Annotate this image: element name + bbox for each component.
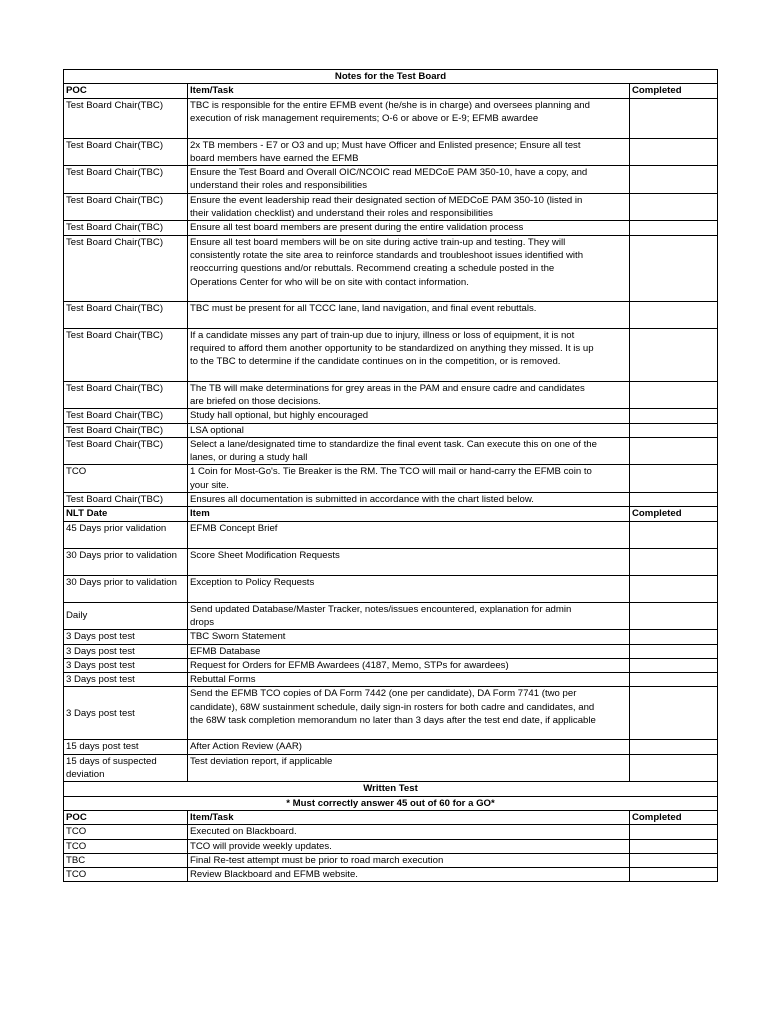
completed-cell[interactable] bbox=[630, 301, 718, 328]
section-title-row bbox=[64, 782, 718, 796]
task-cell bbox=[188, 630, 630, 644]
completed-cell[interactable] bbox=[630, 138, 718, 166]
table-row bbox=[64, 301, 718, 328]
completed-cell[interactable] bbox=[630, 381, 718, 409]
task-cell bbox=[188, 521, 630, 548]
header-completed: Completed bbox=[630, 810, 718, 824]
poc-cell: 3 Days post test bbox=[64, 658, 188, 672]
task-cell bbox=[188, 138, 630, 166]
poc-cell: 3 Days post test bbox=[64, 687, 188, 740]
completed-cell[interactable] bbox=[630, 328, 718, 381]
table-row bbox=[64, 754, 718, 782]
completed-cell[interactable] bbox=[630, 465, 718, 493]
task-cell bbox=[188, 409, 630, 423]
table-row bbox=[64, 740, 718, 754]
task-cell bbox=[188, 328, 630, 381]
task-cell bbox=[188, 493, 630, 507]
task-line: your site. bbox=[190, 479, 229, 491]
task-line: Ensures all documentation is submitted in accordance with the chart listed below. bbox=[190, 494, 534, 506]
poc-cell: 3 Days post test bbox=[64, 630, 188, 644]
poc-cell: Test Board Chair(TBC) bbox=[64, 328, 188, 381]
task-line: Send the EFMB TCO copies of DA Form 7442 (one per candidate), DA Form 7741 (two per bbox=[190, 688, 577, 700]
task-line: LSA optional bbox=[190, 424, 244, 436]
task-cell bbox=[188, 437, 630, 465]
poc-cell: Test Board Chair(TBC) bbox=[64, 138, 188, 166]
task-line: Ensure all test board members are present during the entire validation process bbox=[190, 222, 524, 234]
completed-cell[interactable] bbox=[630, 166, 718, 194]
completed-cell[interactable] bbox=[630, 437, 718, 465]
completed-cell[interactable] bbox=[630, 754, 718, 782]
poc-cell: Test Board Chair(TBC) bbox=[64, 193, 188, 221]
table-row bbox=[64, 825, 718, 839]
task-cell bbox=[188, 301, 630, 328]
table-row bbox=[64, 328, 718, 381]
task-line: Select a lane/designated time to standardize the final event task. Can execute this on one of the bbox=[190, 438, 597, 450]
task-line: understand their roles and responsibilities bbox=[190, 180, 368, 192]
header-poc: NLT Date bbox=[64, 507, 188, 521]
table-row bbox=[64, 423, 718, 437]
poc-cell: Test Board Chair(TBC) bbox=[64, 493, 188, 507]
task-cell bbox=[188, 673, 630, 687]
poc-cell: 30 Days prior to validation bbox=[64, 548, 188, 575]
header-row bbox=[64, 507, 718, 521]
task-line: TBC Sworn Statement bbox=[190, 631, 286, 643]
table-row bbox=[64, 839, 718, 853]
table-row bbox=[64, 138, 718, 166]
poc-cell: Test Board Chair(TBC) bbox=[64, 381, 188, 409]
task-cell bbox=[188, 235, 630, 301]
table-row bbox=[64, 575, 718, 602]
completed-cell[interactable] bbox=[630, 658, 718, 672]
task-cell bbox=[188, 193, 630, 221]
completed-cell[interactable] bbox=[630, 493, 718, 507]
completed-cell[interactable] bbox=[630, 825, 718, 839]
task-line: execution of risk management requirements; O-6 or above or E-9; EFMB awardee bbox=[190, 112, 539, 124]
poc-cell: 45 Days prior validation bbox=[64, 521, 188, 548]
section-subtitle-row bbox=[64, 796, 718, 810]
section-title: Written Test bbox=[64, 782, 718, 796]
table-row bbox=[64, 548, 718, 575]
poc-cell: Test Board Chair(TBC) bbox=[64, 301, 188, 328]
table-row bbox=[64, 644, 718, 658]
header-row bbox=[64, 810, 718, 824]
task-line: EFMB Database bbox=[190, 645, 261, 657]
poc-cell: 3 Days post test bbox=[64, 644, 188, 658]
task-line: 2x TB members - E7 or O3 and up; Must have Officer and Enlisted presence; Ensure all test bbox=[190, 139, 581, 151]
poc-cell: TCO bbox=[64, 868, 188, 882]
table-row bbox=[64, 868, 718, 882]
task-line: required to afford them another opportunity to be standardized on anything they missed. It is up bbox=[190, 342, 594, 354]
task-line: Score Sheet Modification Requests bbox=[190, 549, 340, 561]
table-row bbox=[64, 630, 718, 644]
table-row bbox=[64, 465, 718, 493]
poc-cell: 15 days post test bbox=[64, 740, 188, 754]
task-cell bbox=[188, 423, 630, 437]
completed-cell[interactable] bbox=[630, 575, 718, 602]
poc-cell: TCO bbox=[64, 465, 188, 493]
task-cell bbox=[188, 221, 630, 235]
task-cell bbox=[188, 754, 630, 782]
header-poc: POC bbox=[64, 810, 188, 824]
header-item: Item/Task bbox=[188, 810, 630, 824]
task-cell bbox=[188, 602, 630, 630]
task-line: Ensure the Test Board and Overall OIC/NCOIC read MEDCoE PAM 350-10, have a copy, and bbox=[190, 167, 588, 179]
table-row bbox=[64, 602, 718, 630]
task-line: reoccurring questions and/or rebuttals. Recommend creating a schedule posted in the bbox=[190, 263, 555, 275]
task-line: TCO will provide weekly updates. bbox=[190, 840, 332, 852]
completed-cell[interactable] bbox=[630, 853, 718, 867]
task-cell bbox=[188, 839, 630, 853]
completed-cell[interactable] bbox=[630, 630, 718, 644]
poc-cell: Test Board Chair(TBC) bbox=[64, 437, 188, 465]
table-row bbox=[64, 687, 718, 740]
table-row bbox=[64, 437, 718, 465]
task-line: The TB will make determinations for grey areas in the PAM and ensure cadre and candidates bbox=[190, 382, 585, 394]
task-cell bbox=[188, 98, 630, 138]
task-line: candidate), 68W sustainment schedule, daily sign-in rosters for both cadre and candidates, and bbox=[190, 701, 595, 713]
section-title: Notes for the Test Board bbox=[64, 70, 718, 84]
task-line: Ensure the event leadership read their designated section of MEDCoE PAM 350-10 (listed in bbox=[190, 194, 583, 206]
header-poc: POC bbox=[64, 84, 188, 98]
task-line: are briefed on those decisions. bbox=[190, 395, 321, 407]
poc-cell: 15 days of suspected deviation bbox=[64, 754, 188, 782]
poc-cell: TCO bbox=[64, 825, 188, 839]
task-line: After Action Review (AAR) bbox=[190, 741, 302, 753]
task-line: Rebuttal Forms bbox=[190, 674, 256, 686]
table-row bbox=[64, 409, 718, 423]
task-line: Operations Center for who will be on site with contact information. bbox=[190, 276, 469, 288]
poc-cell: Test Board Chair(TBC) bbox=[64, 221, 188, 235]
poc-cell: 30 Days prior to validation bbox=[64, 575, 188, 602]
table-row bbox=[64, 221, 718, 235]
task-line: Executed on Blackboard. bbox=[190, 826, 297, 838]
task-line: to the TBC to determine if the candidate continues on in the competition, or is removed. bbox=[190, 356, 561, 368]
task-line: drops bbox=[190, 616, 214, 628]
task-cell bbox=[188, 548, 630, 575]
poc-cell: Test Board Chair(TBC) bbox=[64, 409, 188, 423]
task-line: Review Blackboard and EFMB website. bbox=[190, 869, 358, 881]
task-line: Ensure all test board members will be on site during active train-up and testing. They will bbox=[190, 236, 566, 248]
table-row bbox=[64, 853, 718, 867]
poc-cell: Test Board Chair(TBC) bbox=[64, 98, 188, 138]
task-cell bbox=[188, 166, 630, 194]
task-line: TBC must be present for all TCCC lane, land navigation, and final event rebuttals. bbox=[190, 302, 537, 314]
task-line: Study hall optional, but highly encouraged bbox=[190, 410, 369, 422]
completed-cell[interactable] bbox=[630, 409, 718, 423]
section-title-row bbox=[64, 70, 718, 84]
task-cell bbox=[188, 740, 630, 754]
section-subtitle: * Must correctly answer 45 out of 60 for a GO* bbox=[64, 796, 718, 810]
completed-cell[interactable] bbox=[630, 521, 718, 548]
completed-cell[interactable] bbox=[630, 740, 718, 754]
task-line: 1 Coin for Most-Go's. Tie Breaker is the RM. The TCO will mail or hand-carry the EFMB coin to bbox=[190, 466, 592, 478]
task-line: Request for Orders for EFMB Awardees (4187, Memo, STPs for awardees) bbox=[190, 659, 509, 671]
completed-cell[interactable] bbox=[630, 548, 718, 575]
header-item: Item/Task bbox=[188, 84, 630, 98]
task-cell bbox=[188, 687, 630, 740]
task-line: EFMB Concept Brief bbox=[190, 522, 278, 534]
task-cell bbox=[188, 644, 630, 658]
completed-cell[interactable] bbox=[630, 644, 718, 658]
completed-cell[interactable] bbox=[630, 687, 718, 740]
task-cell bbox=[188, 465, 630, 493]
poc-cell: TBC bbox=[64, 853, 188, 867]
task-cell bbox=[188, 381, 630, 409]
poc-cell: Test Board Chair(TBC) bbox=[64, 166, 188, 194]
completed-cell[interactable] bbox=[630, 839, 718, 853]
task-cell bbox=[188, 868, 630, 882]
task-line: lanes, or during a study hall bbox=[190, 452, 308, 464]
task-line: the 68W task completion memorandum no later than 3 days after the test end date, if applicable bbox=[190, 715, 596, 727]
task-cell bbox=[188, 575, 630, 602]
completed-cell[interactable] bbox=[630, 868, 718, 882]
task-line: Final Re-test attempt must be prior to road march execution bbox=[190, 854, 444, 866]
table-row bbox=[64, 381, 718, 409]
completed-cell[interactable] bbox=[630, 235, 718, 301]
task-cell bbox=[188, 658, 630, 672]
task-line: consistently rotate the site area to reinforce standards and troubleshoot issues identified with bbox=[190, 249, 584, 261]
poc-cell: Test Board Chair(TBC) bbox=[64, 235, 188, 301]
poc-cell: TCO bbox=[64, 839, 188, 853]
task-line: their validation checklist) and understand their roles and responsibilities bbox=[190, 208, 493, 220]
poc-cell: Test Board Chair(TBC) bbox=[64, 423, 188, 437]
task-cell bbox=[188, 853, 630, 867]
completed-cell[interactable] bbox=[630, 423, 718, 437]
table-row bbox=[64, 493, 718, 507]
completed-cell[interactable] bbox=[630, 602, 718, 630]
table-row bbox=[64, 673, 718, 687]
task-line: board members have earned the EFMB bbox=[190, 152, 359, 164]
task-line: Exception to Policy Requests bbox=[190, 576, 315, 588]
completed-cell[interactable] bbox=[630, 221, 718, 235]
table-row bbox=[64, 193, 718, 221]
task-line: Send updated Database/Master Tracker, notes/issues encountered, explanation for admin bbox=[190, 603, 572, 615]
header-completed: Completed bbox=[630, 84, 718, 98]
poc-cell: 3 Days post test bbox=[64, 673, 188, 687]
task-line: If a candidate misses any part of train-up due to injury, illness or loss of equipment, it is not bbox=[190, 329, 575, 341]
header-row bbox=[64, 84, 718, 98]
completed-cell[interactable] bbox=[630, 673, 718, 687]
table-row bbox=[64, 521, 718, 548]
poc-cell: Daily bbox=[64, 602, 188, 630]
task-line: TBC is responsible for the entire EFMB event (he/she is in charge) and oversees planning and bbox=[190, 99, 590, 111]
task-cell bbox=[188, 825, 630, 839]
header-completed: Completed bbox=[630, 507, 718, 521]
completed-cell[interactable] bbox=[630, 193, 718, 221]
test-board-notes-table bbox=[63, 69, 718, 882]
table-row bbox=[64, 98, 718, 138]
task-line: Test deviation report, if applicable bbox=[190, 755, 333, 767]
table-row bbox=[64, 235, 718, 301]
table-row bbox=[64, 658, 718, 672]
table-row bbox=[64, 166, 718, 194]
completed-cell[interactable] bbox=[630, 98, 718, 138]
header-item: Item bbox=[188, 507, 630, 521]
